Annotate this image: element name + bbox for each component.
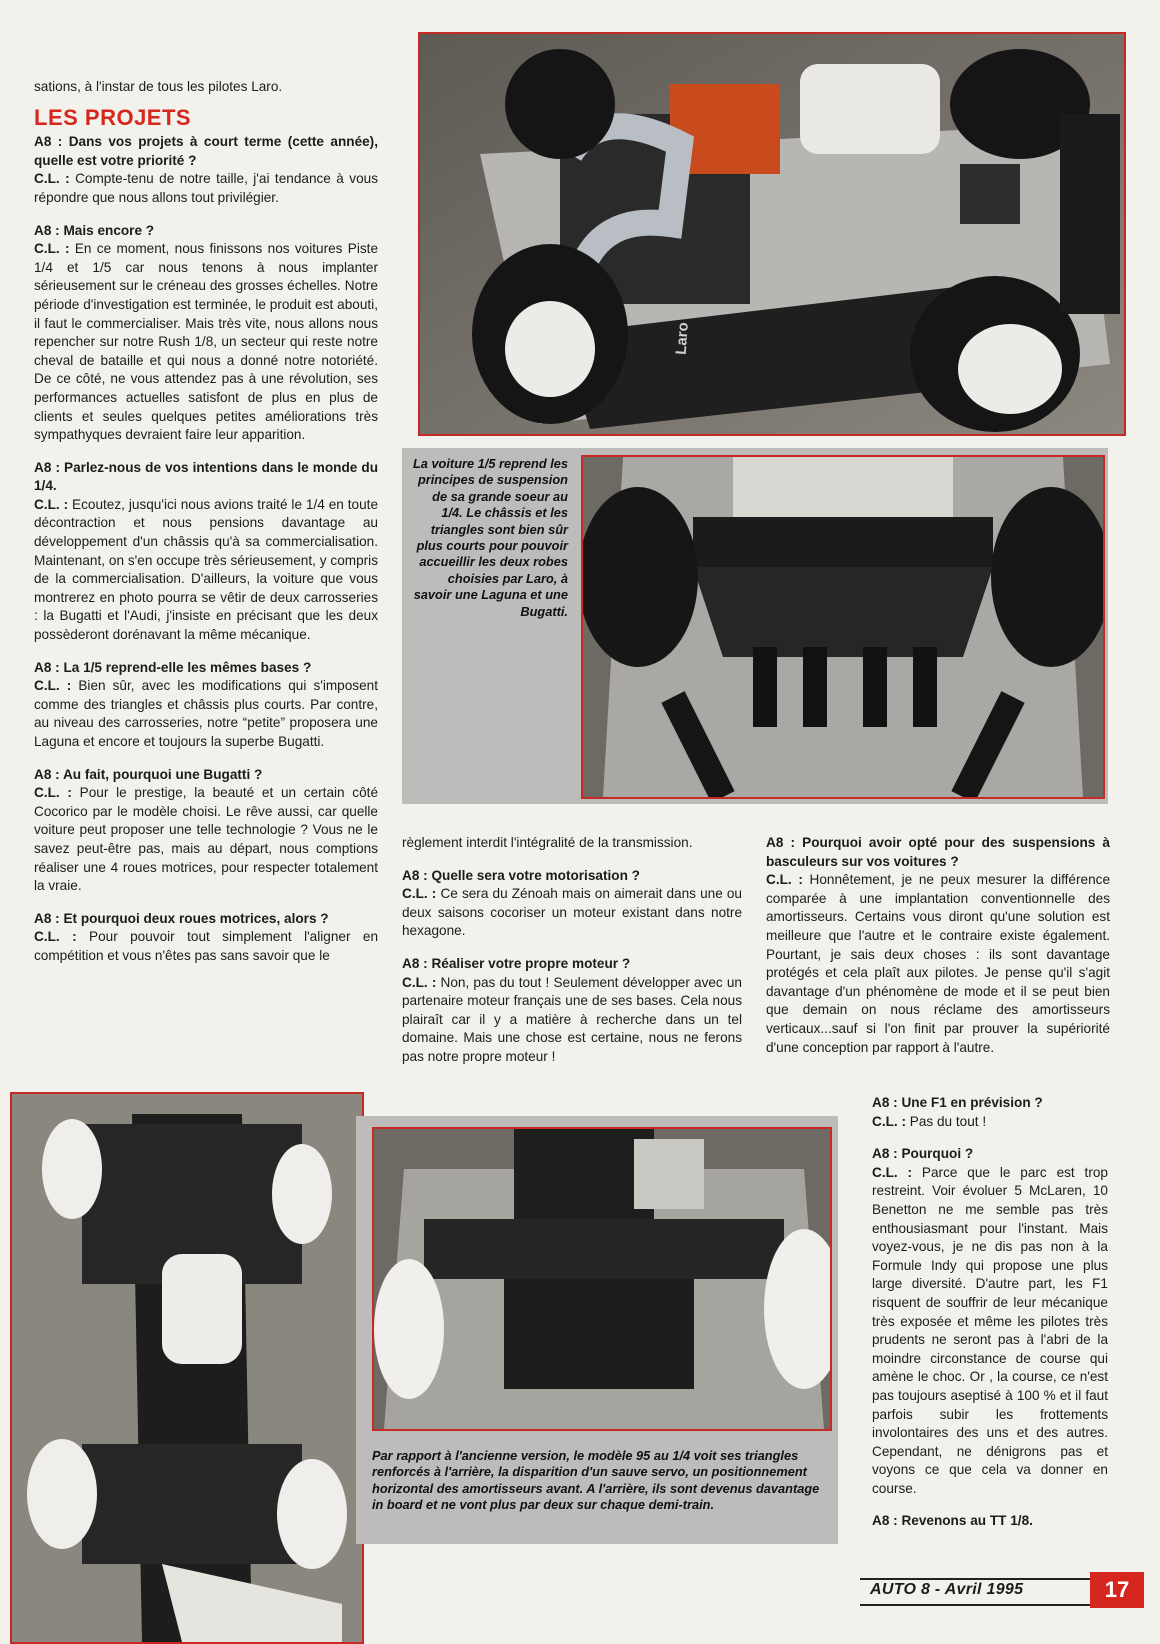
answer-label: C.L. : bbox=[34, 678, 72, 694]
magazine-issue: AUTO 8 - Avril 1995 bbox=[870, 1581, 1024, 1598]
answer-label: C.L. : bbox=[766, 872, 803, 888]
photo-chassis-1-5 bbox=[581, 455, 1105, 799]
qa-item bbox=[872, 1145, 1108, 1498]
answer: Compte-tenu de notre taille, j'ai tendance à vous répondre que nous allons tout privilégier. bbox=[34, 171, 379, 205]
question: A8 : La 1/5 reprend-elle les mêmes bases ? bbox=[34, 659, 312, 675]
closing-question: A8 : Revenons au TT 1/8. bbox=[872, 1513, 1033, 1529]
question: A8 : Quelle sera votre motorisation ? bbox=[402, 867, 640, 883]
answer-label: C.L. : bbox=[402, 886, 437, 902]
chassis-photo-illustration bbox=[420, 34, 1124, 434]
answer-label: C.L. : bbox=[34, 496, 69, 512]
answer-label: C.L. : bbox=[34, 929, 77, 945]
question: A8 : Mais encore ? bbox=[34, 222, 155, 238]
answer: Pour pouvoir tout simplement l'aligner en compétition et vous n'êtes pas sans savoir que le bbox=[34, 929, 379, 963]
chassis-logo: Laro bbox=[672, 321, 692, 356]
column-4 bbox=[872, 1094, 1108, 1545]
qa-item bbox=[34, 133, 378, 207]
qa-item bbox=[402, 867, 742, 941]
caption-photo-1-5: La voiture 1/5 reprend les principes de suspension de sa grande soeur au 1/4. Le châssis et les triangles sont bien sûr plus courts pour pouvoir accueillir les deux robes choisies par Laro, à savoir une Laguna et une Bugatti. bbox=[412, 456, 568, 619]
lead-text: sations, à l'instar de tous les pilotes Laro. bbox=[34, 79, 283, 94]
answer: Bien sûr, avec les modifications qui s'imposent comme des triangles et châssis plus courts. Par contre, au niveau des carrosseries, notre “petite” proposera une Laguna et encore et toujours la superbe Bugatti. bbox=[34, 678, 378, 749]
qa-item bbox=[766, 834, 1110, 1057]
qa-item bbox=[34, 659, 378, 752]
question: A8 : Et pourquoi deux roues motrices, alors ? bbox=[34, 910, 329, 926]
photo-chassis-top-view bbox=[10, 1092, 364, 1644]
question: A8 : Dans vos projets à court terme (cette année), quelle est votre priorité ? bbox=[34, 134, 378, 168]
column-3 bbox=[766, 834, 1110, 1071]
answer: En ce moment, nous finissons nos voitures Piste 1/4 et 1/5 car nous tenons à nous implanter sérieusement sur le créneau des grosses échelles. Notre période d'investigation est terminée, le produit est abouti, il faut le commercialiser. Mais très vite, nous allons nous repencher sur notre Rush 1/8, un secteur qui reste notre cheval de bataille et qui nous a donné notre notoriété. De ce côté, ne vous attendez pas à une révolution, ses performances actuelles satisfont de plus en plus de clients et seules quelques petites améliorations très sympathyques devraient faire leur apparition. bbox=[34, 241, 379, 443]
answer-label: C.L. : bbox=[872, 1113, 906, 1129]
question: A8 : Au fait, pourquoi une Bugatti ? bbox=[34, 766, 263, 782]
question: A8 : Pourquoi avoir opté pour des suspensions à basculeurs sur vos voitures ? bbox=[766, 835, 1110, 869]
lead-text: règlement interdit l'intégralité de la transmission. bbox=[402, 835, 693, 850]
answer-label: C.L. : bbox=[34, 171, 70, 187]
caption-photo-1-4: Par rapport à l'ancienne version, le modèle 95 au 1/4 voit ses triangles renforcés à l'arrière, la disparition d'un sauve servo, un positionnement horizontal des amortisseurs avant. A l'arrière, ils sont devenus davantage in board et ne vont plus par deux sur chaque demi-train. bbox=[372, 1448, 820, 1513]
answer-label: C.L. : bbox=[402, 974, 437, 990]
answer: Non, pas du tout ! Seulement développer avec un partenaire moteur français une de ses bases. Cela nous plairaît car il y a matière à recherche dans un tel domaine. Mais une chose est certaine, nous ne ferons pas notre propre moteur ! bbox=[402, 974, 742, 1064]
chassis-rear-illustration bbox=[374, 1129, 830, 1429]
answer: Parce que le parc est trop restreint. Voir évoluer 5 McLaren, 10 Benetton ne me semble pas très enthousiasmant pour l'instant. Mais voyez-vous, je ne dis pas non à la Formule Indy qui propose une plus large diversité. D'autre part, les F1 risquent de souffrir de leur mécanique très exposée et même les pilotes très prudents ne seront pas à l'abri de la moindre circonstance de course qui amène le choc. Or , la course, ce n'est pas toujours aseptisé à 100 % et il faut parfois subir les frottements involontaires des uns et des autres. Cependant, ne dénigrons pas et voyons ce que cela va donner en course. bbox=[872, 1164, 1108, 1496]
answer-label: C.L. : bbox=[34, 785, 72, 801]
column-2 bbox=[402, 834, 742, 1081]
answer: Ecoutez, jusqu'ici nous avions traité le 1/4 en toute décontraction et nous pensions davantage au développement d'un châssis qu'à sa commercialisation. Maintenant, on s'en occupe très sérieusement, y compris de la commercialisation. D'ailleurs, la voiture que vous montrerez en photo pourra se vêtir de deux carrosseries : la Bugatti et l'Audi, j'insiste en précisant que les deux possèderont dorénavant la même mécanique. bbox=[34, 496, 378, 643]
answer: Honnêtement, je ne peux mesurer la différence comparée à une implantation conventionnelle des amortisseurs. Certains vous diront qu'une solution est meilleure que l'autre et le contraire existe également. Pourtant, je sais deux choses : ils sont davantage protégés et cela plaît aux pilotes. Je pense qu'il s'agit davantage d'un phénomène de mode et il se peut bien que demain on nous réclame des amortisseurs verticaux...sauf si l'on finit par prouver la supériorité d'une conception par rapport à l'autre. bbox=[766, 872, 1110, 1055]
page-footer bbox=[860, 1572, 1160, 1612]
answer-label: C.L. : bbox=[872, 1164, 913, 1180]
answer: Pour le prestige, la beauté et un certain côté Cocorico par le modèle choisi. Le rêve aussi, car quelle voiture peut proposer une telle technologie ? Vous ne le savez peut-être pas, mais au départ, nous comptions réaliser une 4 roues motrices, pour respecter totalement la vraie. bbox=[34, 785, 379, 894]
question: A8 : Pourquoi ? bbox=[872, 1146, 974, 1162]
photo-chassis-1-4 bbox=[418, 32, 1126, 436]
photo-chassis-rear bbox=[372, 1127, 832, 1431]
question: A8 : Parlez-nous de vos intentions dans le monde du 1/4. bbox=[34, 459, 378, 494]
question: A8 : Réaliser votre propre moteur ? bbox=[402, 955, 631, 971]
answer: Pas du tout ! bbox=[909, 1113, 987, 1129]
question: A8 : Une F1 en prévision ? bbox=[872, 1095, 1043, 1110]
qa-item bbox=[402, 955, 742, 1067]
chassis-1-5-illustration bbox=[583, 457, 1103, 797]
answer: Ce sera du Zénoah mais on aimerait dans une ou deux saisons cocoriser un moteur existant dans notre hexagone. bbox=[402, 886, 742, 939]
section-title: LES PROJETS bbox=[34, 104, 192, 130]
qa-item bbox=[34, 910, 378, 966]
column-1 bbox=[34, 78, 378, 980]
qa-item bbox=[872, 1094, 1108, 1131]
qa-item bbox=[34, 222, 378, 445]
qa-item bbox=[34, 459, 378, 645]
answer-label: C.L. : bbox=[34, 241, 70, 257]
page-number: 17 bbox=[1090, 1572, 1144, 1608]
chassis-top-view-illustration bbox=[12, 1094, 362, 1642]
qa-item bbox=[34, 766, 378, 896]
